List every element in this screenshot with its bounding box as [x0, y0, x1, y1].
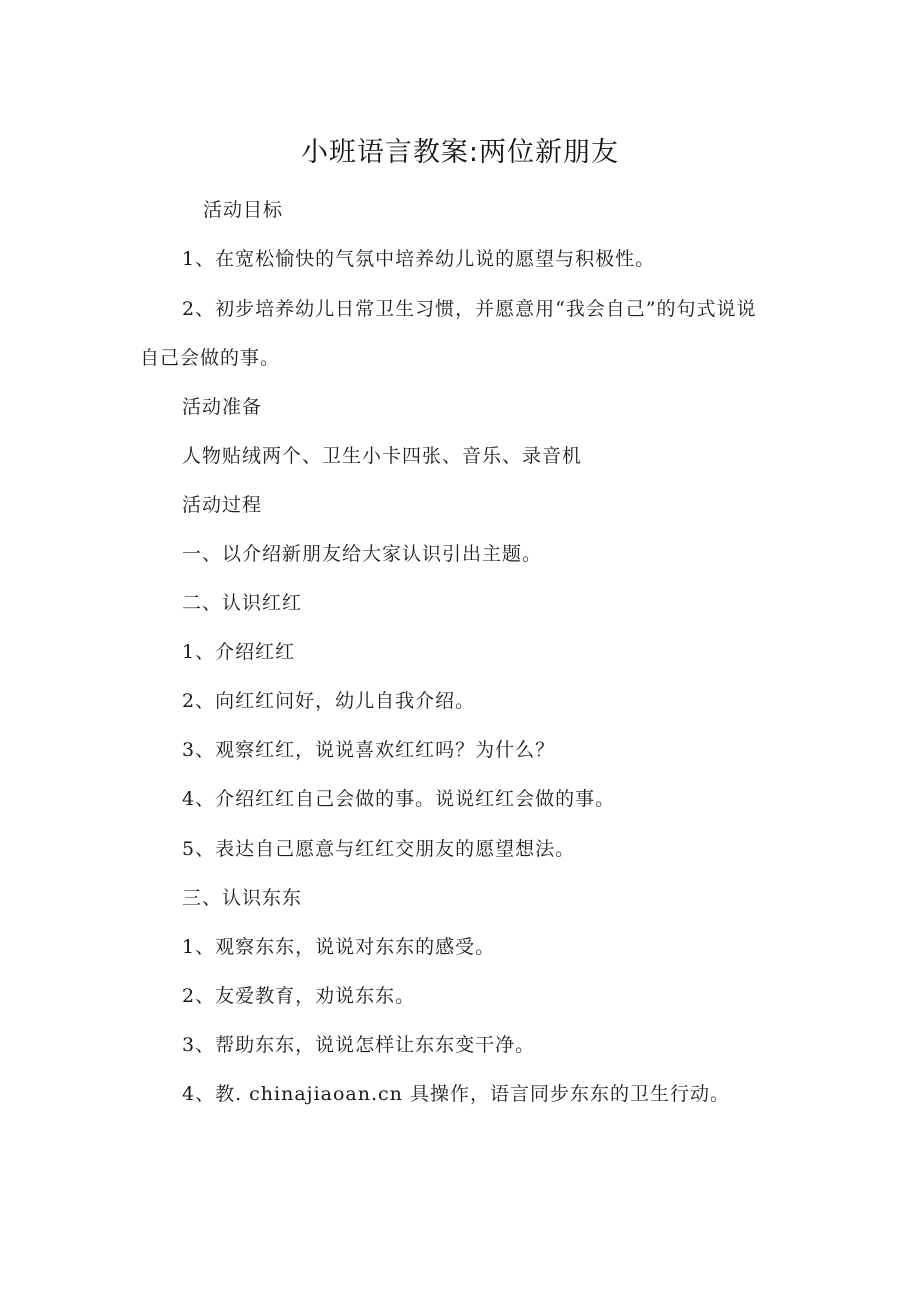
step-2-item-3: 3、观察红红，说说喜欢红红吗？为什么？ — [182, 739, 556, 761]
step-2-item-2: 2、向红红问好，幼儿自我介绍。 — [182, 690, 476, 712]
step-2-item-5: 5、表达自己愿意与红红交朋友的愿望想法。 — [182, 838, 576, 860]
step-3-item-2: 2、友爱教育，劝说东东。 — [182, 985, 416, 1007]
process-heading: 活动过程 — [182, 494, 263, 516]
step-1: 一、以介绍新朋友给大家认识引出主题。 — [182, 543, 543, 565]
step-3-item-3: 3、帮助东东，说说怎样让东东变干净。 — [182, 1034, 536, 1056]
step-3-heading: 三、认识东东 — [182, 887, 303, 909]
goal-item-1: 1、在宽松愉快的气氛中培养幼儿说的愿望与积极性。 — [182, 248, 656, 270]
prep-heading: 活动准备 — [182, 396, 263, 418]
prep-text: 人物贴绒两个、卫生小卡四张、音乐、录音机 — [182, 445, 583, 467]
goal-item-2-line-2: 自己会做的事。 — [140, 347, 281, 369]
step-3-item-1: 1、观察东东，说说对东东的感受。 — [182, 936, 496, 958]
step-2-item-1: 1、介绍红红 — [182, 641, 296, 663]
step-2-heading: 二、认识红红 — [182, 592, 303, 614]
page-title: 小班语言教案:两位新朋友 — [300, 137, 620, 168]
goal-item-2-line-1: 2、初步培养幼儿日常卫生习惯，并愿意用“我会自己”的句式说说 — [182, 298, 757, 320]
step-3-item-4: 4、教. chinajiaoan.cn 具操作，语言同步东东的卫生行动。 — [182, 1083, 730, 1105]
step-2-item-4: 4、介绍红红自己会做的事。说说红红会做的事。 — [182, 788, 616, 810]
goal-heading: 活动目标 — [203, 199, 284, 221]
